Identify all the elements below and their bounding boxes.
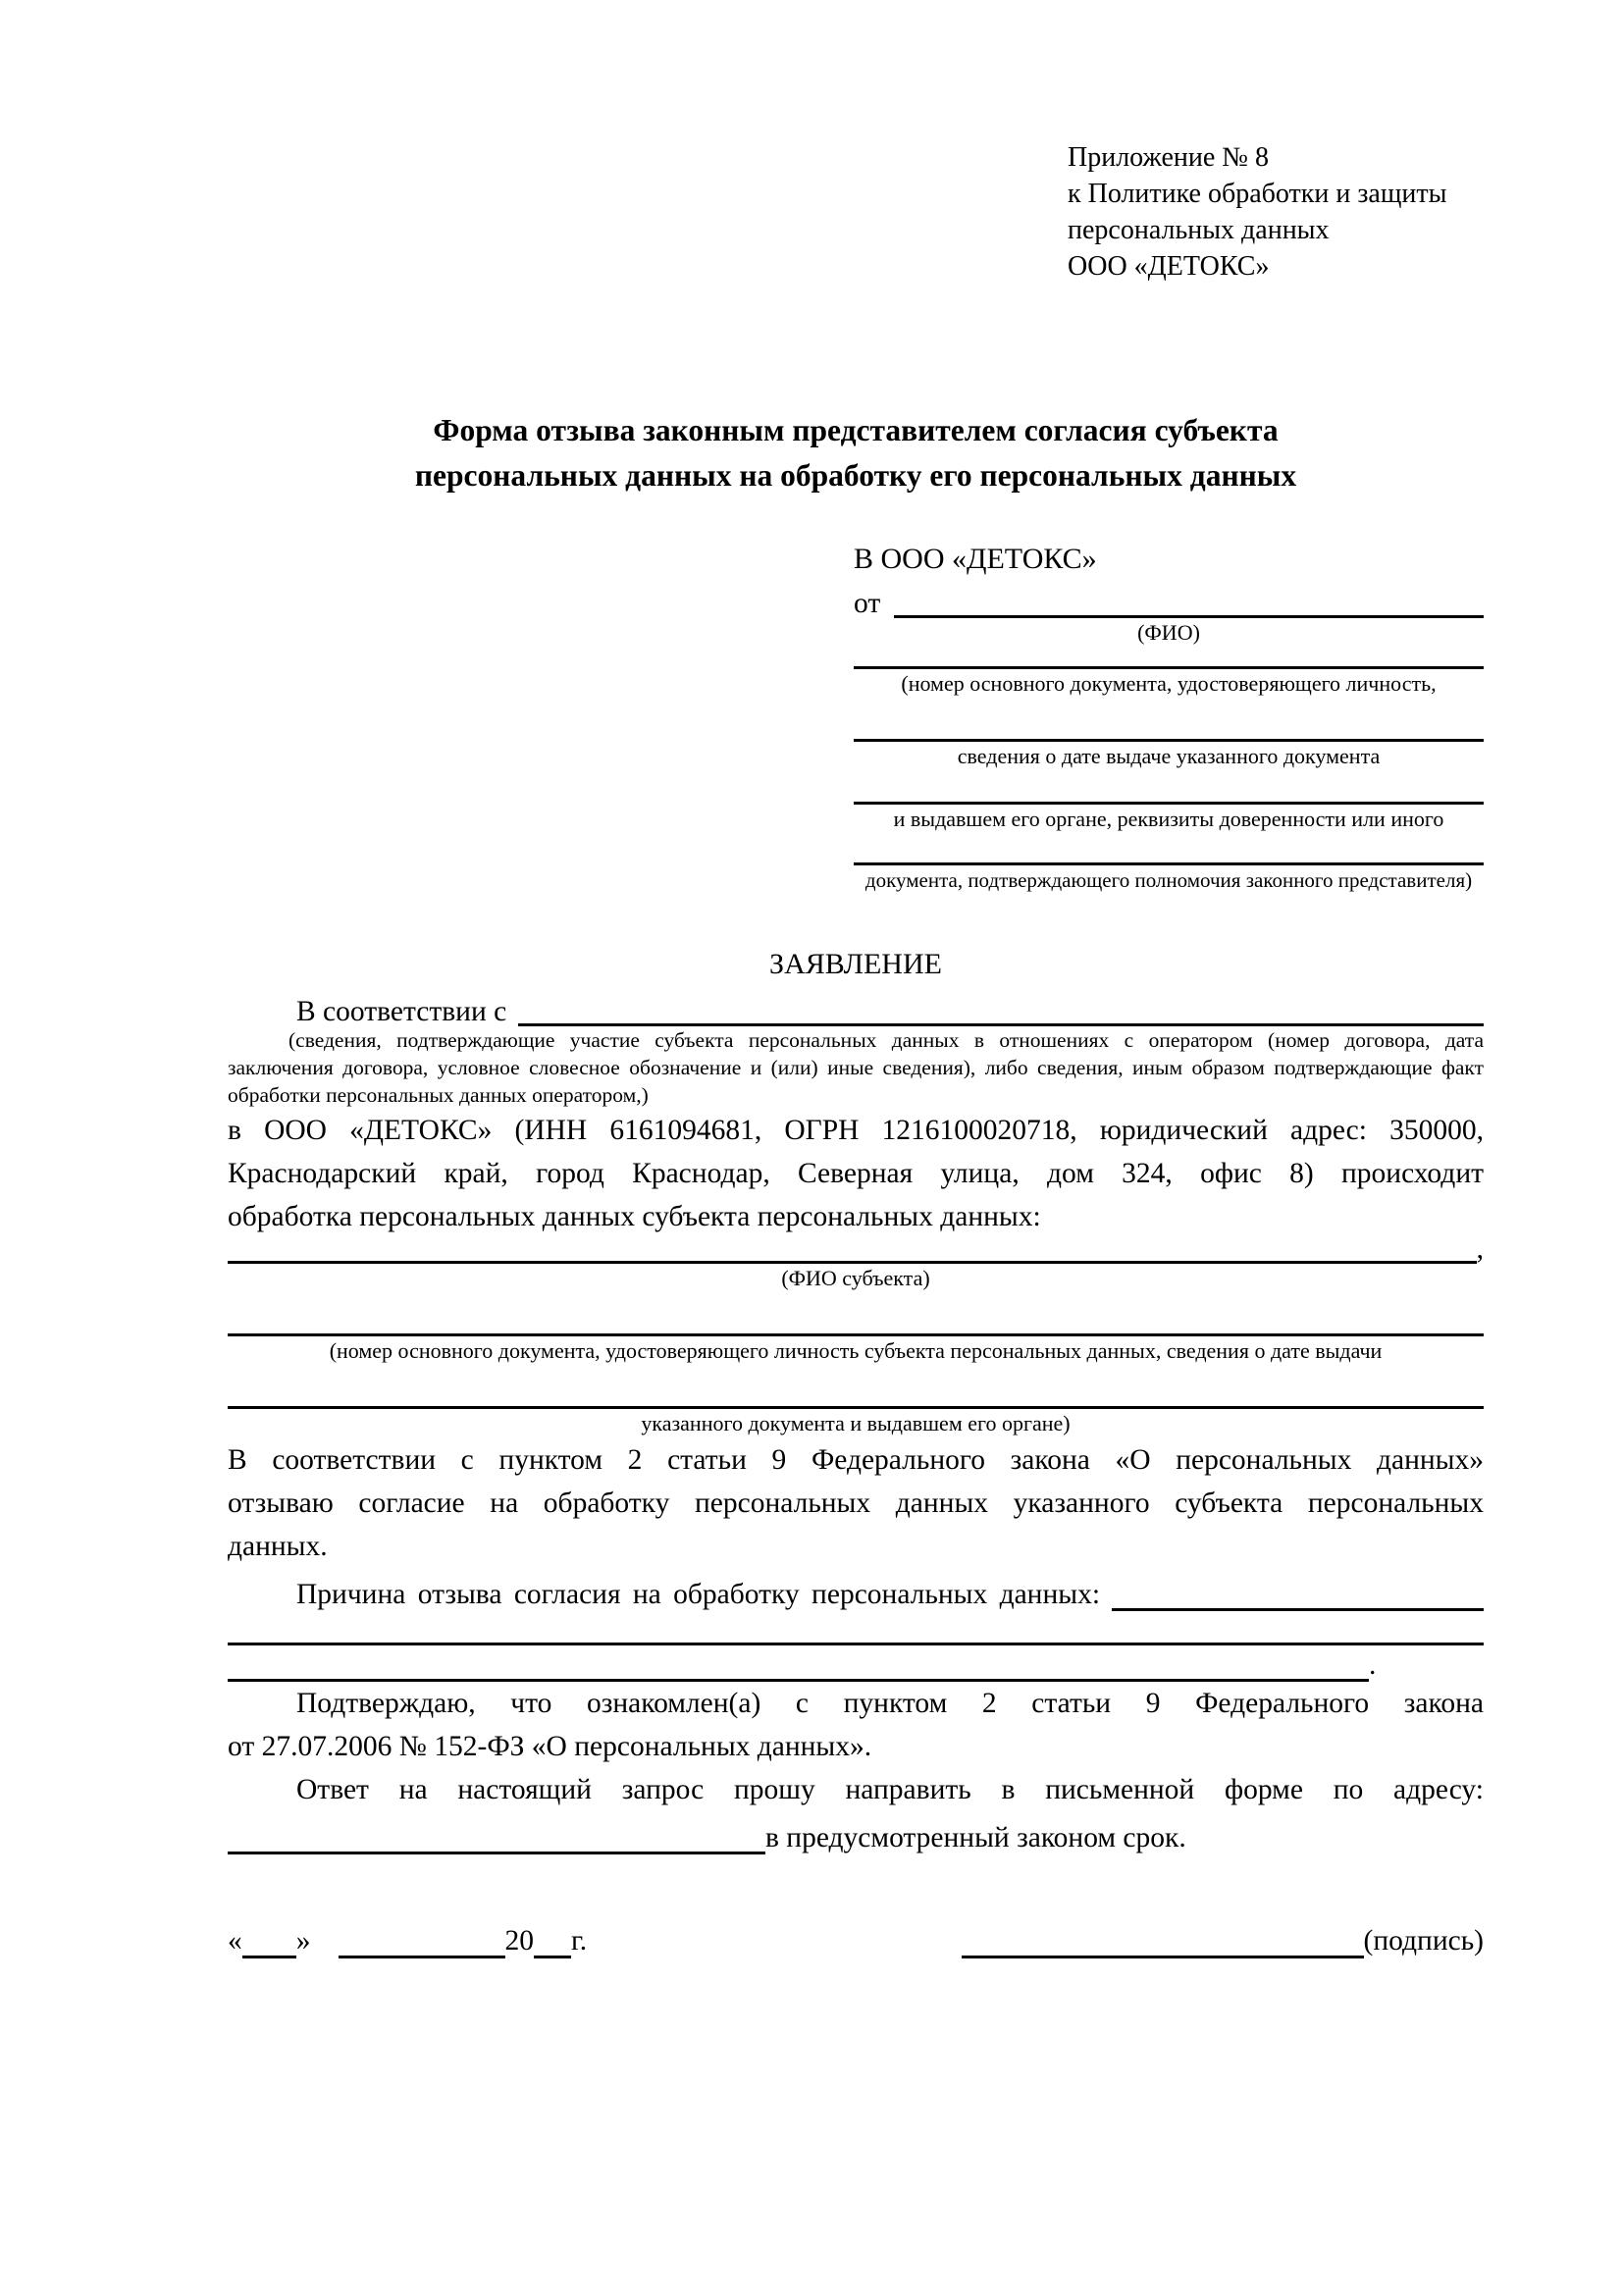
subject-fio-fill-line <box>228 1238 1477 1264</box>
intro-label: В соответствии с <box>296 995 507 1027</box>
reason-label: Причина отзыва согласия на обработку персональных данных: <box>296 1579 1101 1610</box>
fine-print-line: обработки персональных данных оператором,) <box>228 1083 649 1107</box>
from-line <box>854 581 1484 618</box>
fio-caption: (ФИО) <box>1137 620 1200 645</box>
doc-caption-1: (номер основного документа, удостоверяющего личность, <box>901 671 1437 696</box>
day-quote-open: « <box>228 1925 242 1957</box>
year-prefix: 20 <box>504 1925 534 1957</box>
month-fill-line <box>339 1925 505 1958</box>
day-fill-line <box>242 1925 296 1958</box>
operator-paragraph-line: Краснодарский край, город Краснодар, Северная улица, дом 324, офис 8) происходит <box>228 1158 1484 1189</box>
footer <box>228 1925 1484 1958</box>
signature-field <box>962 1925 1484 1958</box>
withdrawal-paragraph-line: отзываю согласие на обработку персональных данных указанного субъекта персональных <box>228 1487 1484 1519</box>
blank-line <box>228 1366 1484 1409</box>
signature-caption: (подпись) <box>1363 1925 1484 1957</box>
recipient-block <box>854 538 1484 895</box>
document-title-line: персональных данных на обработку его персональных данных <box>414 458 1297 493</box>
fine-print-line: заключения договора, условное словесное обозначение и (или) иные сведения), либо сведения, иным образом подтверждающие факт <box>228 1056 1484 1079</box>
subject-doc-caption: указанного документа и выдавшем его органе) <box>641 1411 1071 1435</box>
doc-caption-2: сведения о дате выдаче указанного документа <box>957 744 1381 768</box>
fine-print-line: (сведения, подтверждающие участие субъекта персональных данных в отношениях с оператором (номер договора, дата <box>288 1028 1484 1052</box>
operator-paragraph <box>228 1109 1484 1238</box>
withdrawal-paragraph <box>228 1438 1484 1568</box>
appendix-header <box>1068 139 1484 285</box>
reply-request-line: Ответ на настоящий запрос прошу направить в письменной форме по адресу: <box>296 1774 1484 1805</box>
subject-comma: , <box>1476 1232 1484 1265</box>
address-fill-line <box>228 1811 765 1854</box>
subject-fio-line <box>228 1232 1484 1265</box>
signature-fill-line <box>962 1925 1364 1958</box>
doc-caption-4: документа, подтверждающего полномочия законного представителя) <box>864 868 1473 892</box>
appendix-header-line: Приложение № 8 <box>1068 142 1269 173</box>
intro-line <box>228 985 1484 1026</box>
intro-fill-line <box>518 985 1484 1026</box>
from-fill-line <box>894 581 1484 618</box>
statement-heading: ЗАЯВЛЕНИЕ <box>769 948 942 980</box>
day-quote-close: » <box>295 1925 311 1957</box>
date-field <box>228 1925 587 1958</box>
document-title-line: Форма отзыва законным представителем согласия субъекта <box>433 413 1279 447</box>
reason-blank-fill <box>228 1645 1369 1682</box>
reason-fill-line <box>1112 1568 1484 1611</box>
operator-paragraph-line: обработка персональных данных субъекта персональных данных: <box>228 1201 1041 1232</box>
reason-blank-line-2 <box>228 1645 1484 1682</box>
blank-line-period: . <box>1369 1649 1377 1681</box>
blank-line <box>854 648 1484 669</box>
appendix-header-line: к Политике обработки и защиты <box>1068 179 1447 209</box>
blank-line <box>228 1293 1484 1336</box>
doc-caption-3: и выдавшем его органе, реквизиты доверенности или иного <box>893 807 1444 831</box>
reply-tail: в предусмотренный законом срок. <box>765 1822 1186 1853</box>
blank-line <box>854 699 1484 742</box>
confirmation-line: Подтверждаю, что ознакомлен(а) с пунктом 2 статьи 9 Федерального закона <box>296 1688 1484 1719</box>
reply-address-line <box>228 1811 1484 1854</box>
appendix-header-line: персональных данных <box>1068 215 1330 245</box>
confirmation-line: от 27.07.2006 № 152-ФЗ «О персональных данных». <box>228 1731 872 1762</box>
subject-fio-caption: (ФИО субъекта) <box>781 1266 930 1290</box>
document-title <box>228 408 1484 498</box>
fine-print <box>228 1026 1484 1109</box>
recipient-organization: В ООО «ДЕТОКС» <box>854 543 1097 575</box>
appendix-header-line: ООО «ДЕТОКС» <box>1068 251 1270 282</box>
operator-paragraph-line: в ООО «ДЕТОКС» (ИНН 6161094681, ОГРН 1216100020718, юридический адрес: 350000, <box>228 1115 1484 1146</box>
withdrawal-paragraph-line: В соответствии с пунктом 2 статьи 9 Федерального закона «О персональных данных» <box>228 1444 1484 1476</box>
blank-line <box>854 771 1484 805</box>
withdrawal-paragraph-line: данных. <box>228 1531 328 1562</box>
reason-line <box>228 1568 1484 1611</box>
from-label: от <box>854 587 881 619</box>
year-suffix: г. <box>571 1925 588 1957</box>
year-fill-line <box>534 1925 571 1958</box>
confirmation-paragraph <box>228 1682 1484 1768</box>
blank-line <box>854 834 1484 865</box>
subject-doc-caption: (номер основного документа, удостоверяющего личность субъекта персональных данных, сведения о дате выдачи <box>329 1338 1383 1363</box>
